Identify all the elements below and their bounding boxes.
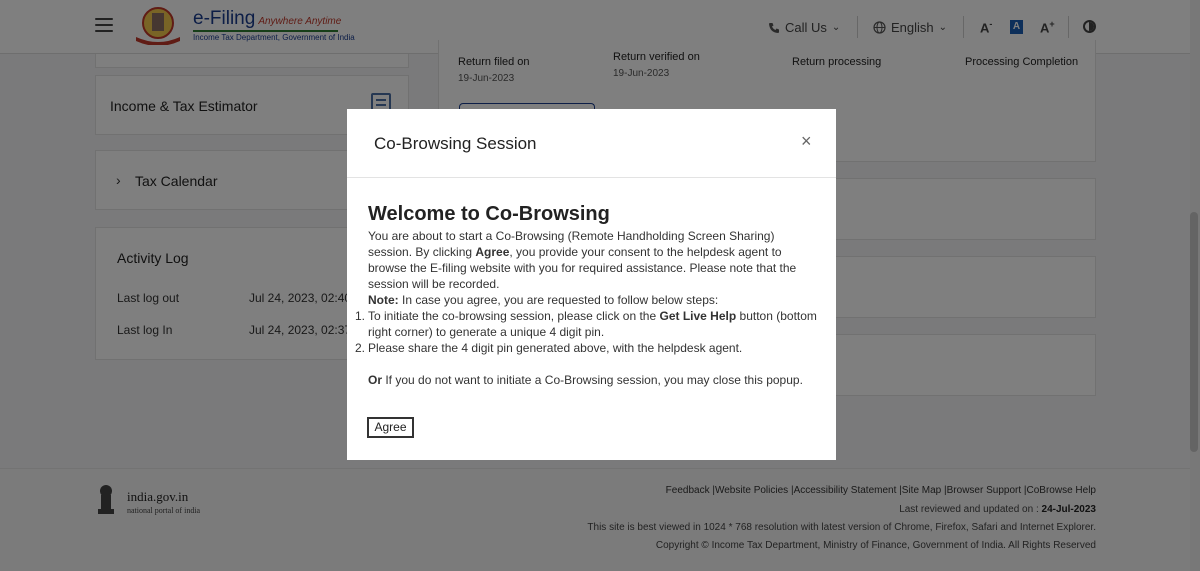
note-paragraph: Note: In case you agree, you are requested to follow below steps:	[368, 293, 719, 307]
modal-body	[355, 202, 818, 388]
steps-list	[355, 308, 818, 356]
modal-header	[347, 109, 836, 178]
close-icon[interactable]: ×	[801, 131, 812, 151]
intro-paragraph: You are about to start a Co-Browsing (Remote Handholding Screen Sharing) session. By clicking Agree, you provide your consent to the helpdesk agent to browse the E-filing website with you for required assistance. Please note that the session will be recorded.	[368, 229, 797, 291]
step-item: 2. Please share the 4 digit pin generated above, with the helpdesk agent.	[355, 341, 743, 355]
step-item: 1. To initiate the co-browsing session, please click on the Get Live Help button (bottom right corner) to generate a unique 4 digit pin.	[355, 309, 817, 339]
modal-title: Co-Browsing Session	[374, 134, 537, 153]
co-browsing-modal	[347, 109, 836, 460]
or-paragraph: Or If you do not want to initiate a Co-Browsing session, you may close this popup.	[368, 373, 803, 387]
welcome-heading: Welcome to Co-Browsing	[368, 203, 610, 225]
agree-button[interactable]: Agree	[367, 417, 414, 438]
